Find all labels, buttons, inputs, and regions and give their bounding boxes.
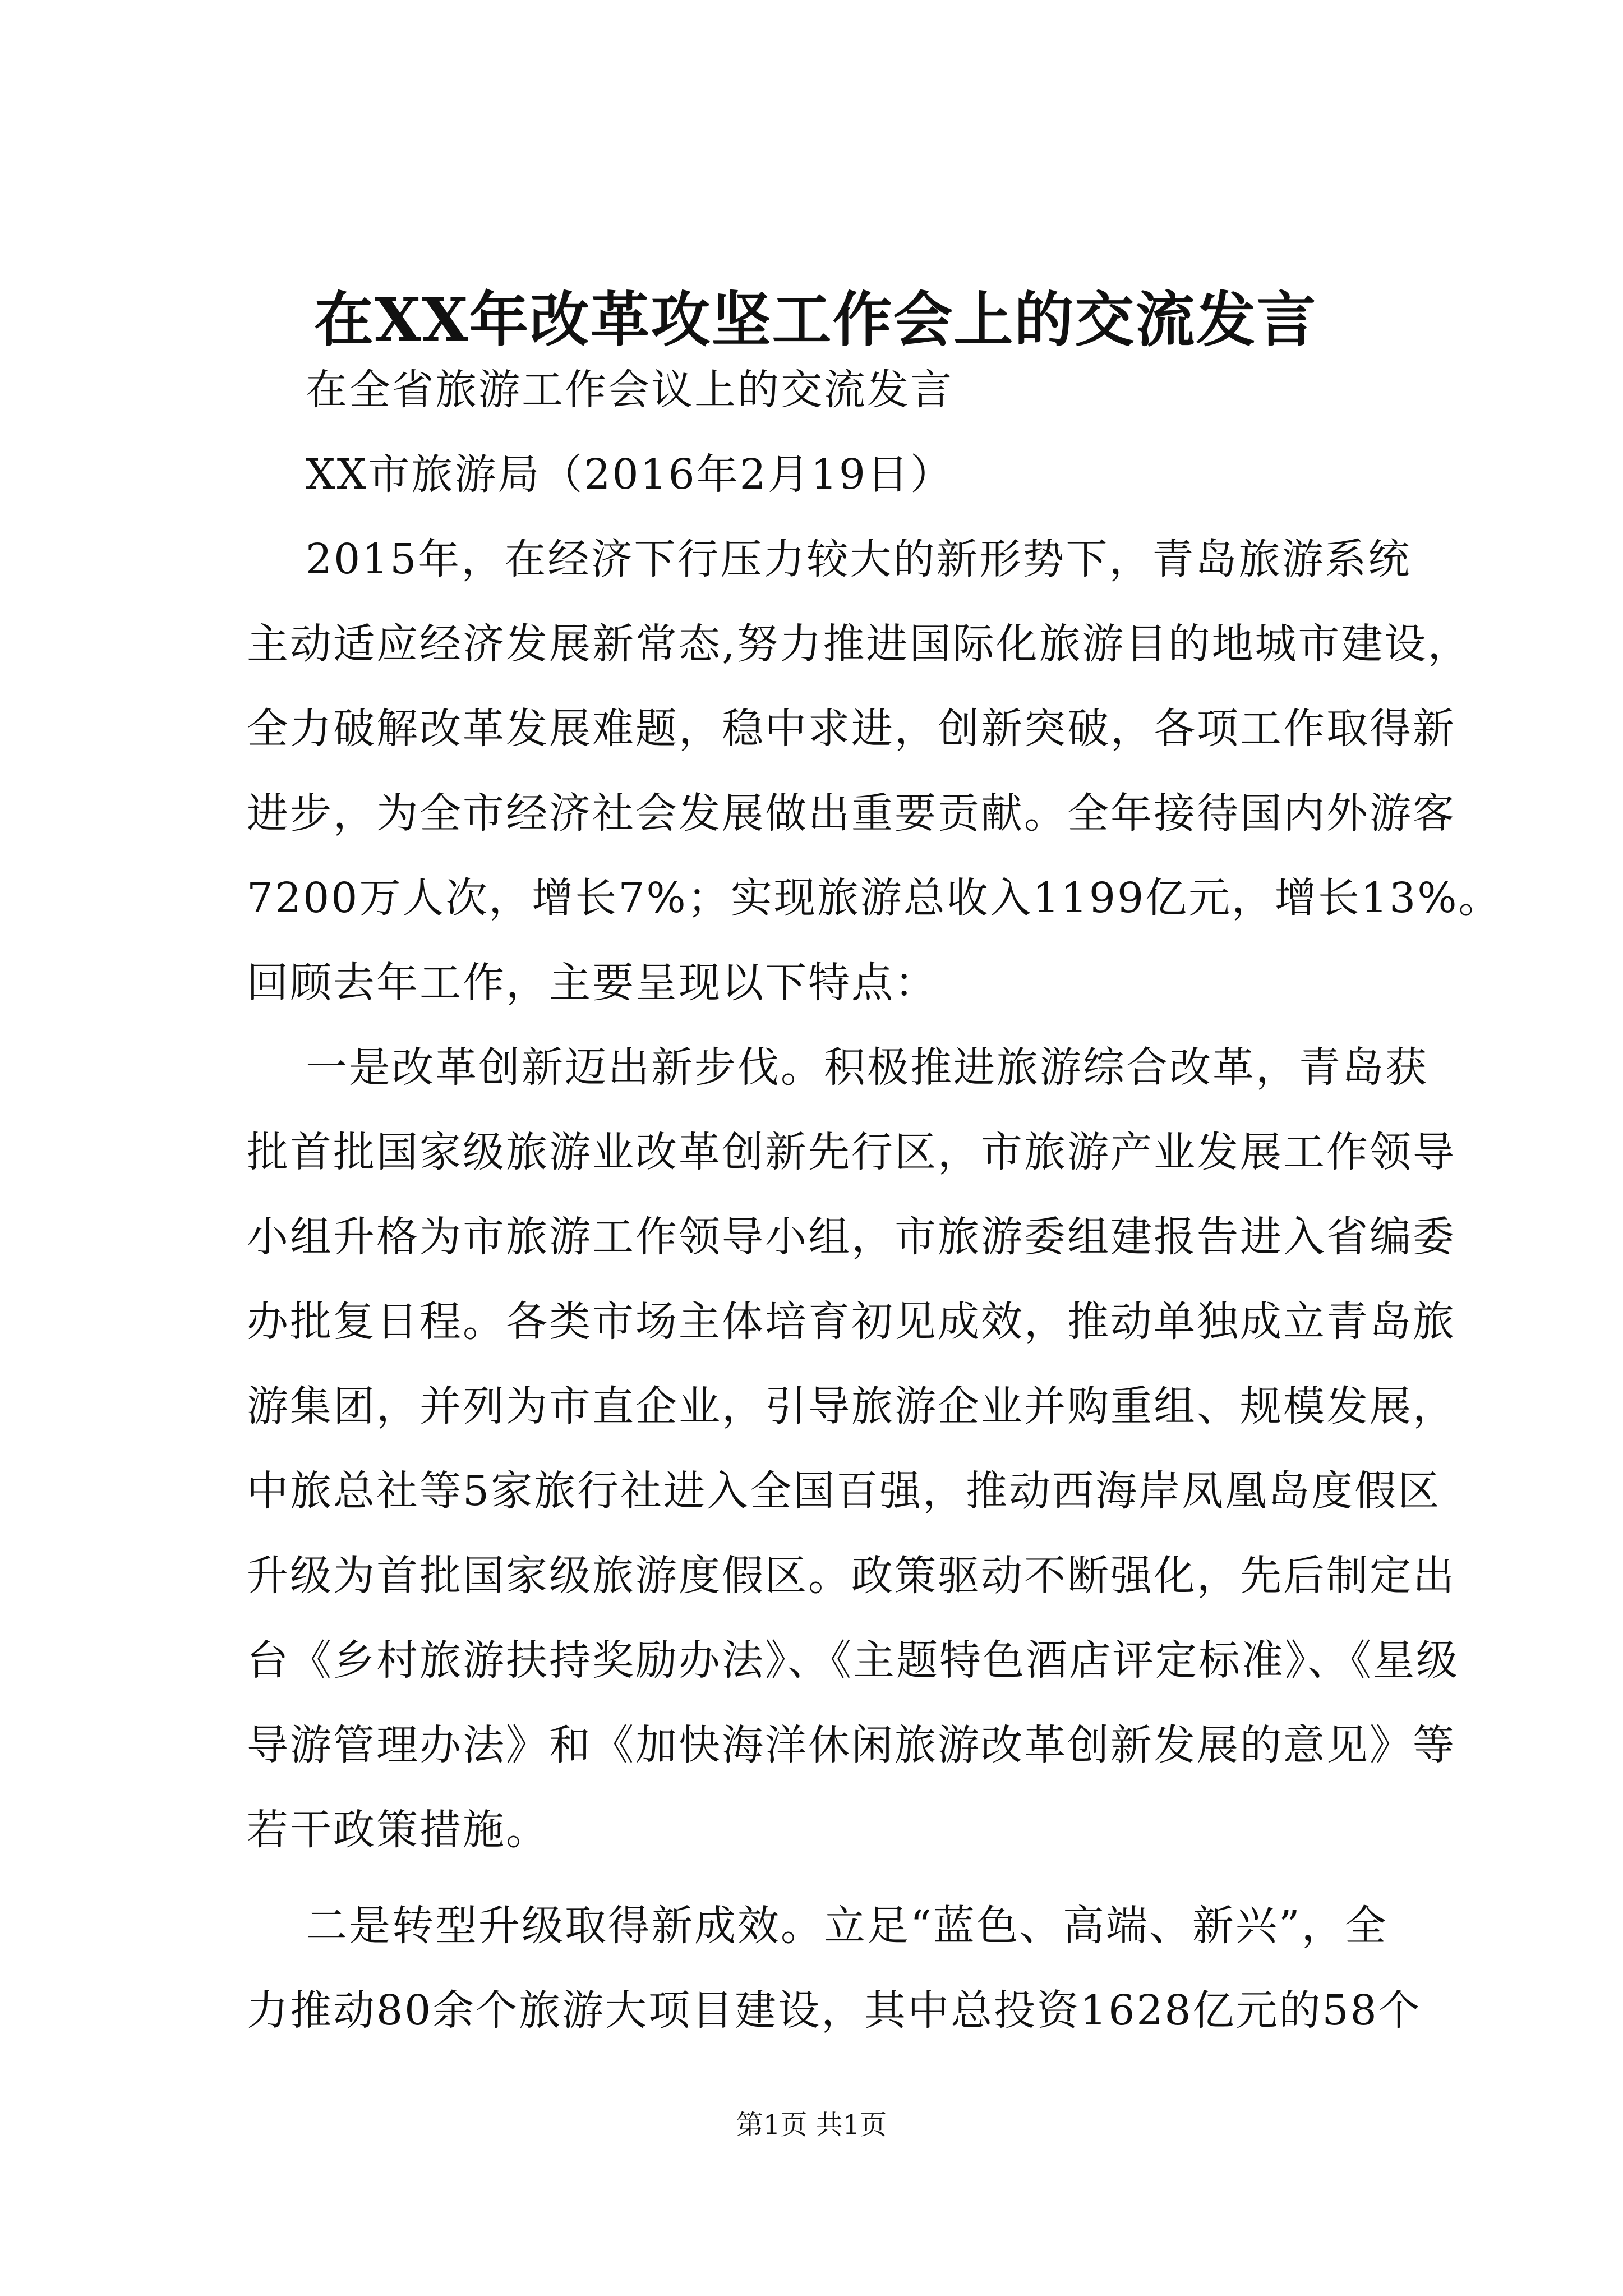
paragraph-line: 升级为首批国家级旅游度假区。政策驱动不断强化，先后制定出 <box>247 1552 1456 1600</box>
paragraph-line: 台《乡村旅游扶持奖励办法》、《主题特色酒店评定标准》、《星级 <box>247 1636 1459 1685</box>
paragraph-line: 导游管理办法》和《加快海洋休闲旅游改革创新发展的意见》等 <box>247 1721 1456 1769</box>
paragraph-line: 2015年，在经济下行压力较大的新形势下，青岛旅游系统 <box>306 535 1412 583</box>
page-footer: 第1页 共1页 <box>736 2109 887 2141</box>
paragraph-line: 主动适应经济发展新常态,努力推进国际化旅游目的地城市建设， <box>247 620 1471 668</box>
paragraph-line: 二是转型升级取得新成效。立足“蓝色、高端、新兴”，全 <box>306 1902 1388 1950</box>
paragraph-line: 若干政策措施。 <box>247 1806 549 1854</box>
paragraph-line: 办批复日程。各类市场主体培育初见成效，推动单独成立青岛旅 <box>247 1297 1456 1346</box>
paragraph-line: 中旅总社等5家旅行社进入全国百强，推动西海岸凤凰岛度假区 <box>247 1467 1441 1515</box>
paragraph-line: 一是改革创新迈出新步伐。积极推进旅游综合改革，青岛获 <box>306 1043 1428 1092</box>
paragraph-gap <box>247 1872 1424 1884</box>
paragraph-line: 进步，为全市经济社会发展做出重要贡献。全年接待国内外游客 <box>247 789 1456 838</box>
document-title: 在XX年改革攻坚工作会上的交流发言 <box>314 284 1317 355</box>
paragraph-line: 回顾去年工作，主要呈现以下特点： <box>247 959 938 1007</box>
paragraph-line: 小组升格为市旅游工作领导小组，市旅游委组建报告进入省编委 <box>247 1213 1456 1261</box>
paragraph-line: 游集团，并列为市直企业，引导旅游企业并购重组、规模发展， <box>247 1382 1456 1430</box>
paragraph-line: 力推动80余个旅游大项目建设，其中总投资1628亿元的58个 <box>247 1986 1422 2035</box>
paragraph-line: 批首批国家级旅游业改革创新先行区，市旅游产业发展工作领导 <box>247 1128 1456 1176</box>
subtitle: 在全省旅游工作会议上的交流发言 <box>306 366 953 414</box>
paragraph-line: 全力破解改革发展难题，稳中求进，创新突破，各项工作取得新 <box>247 705 1456 753</box>
paragraph-line: 7200万人次，增长7%；实现旅游总收入1199亿元，增长13%。 <box>247 874 1502 922</box>
document-body <box>247 348 1502 2053</box>
byline: XX市旅游局（2016年2月19日） <box>306 450 953 499</box>
